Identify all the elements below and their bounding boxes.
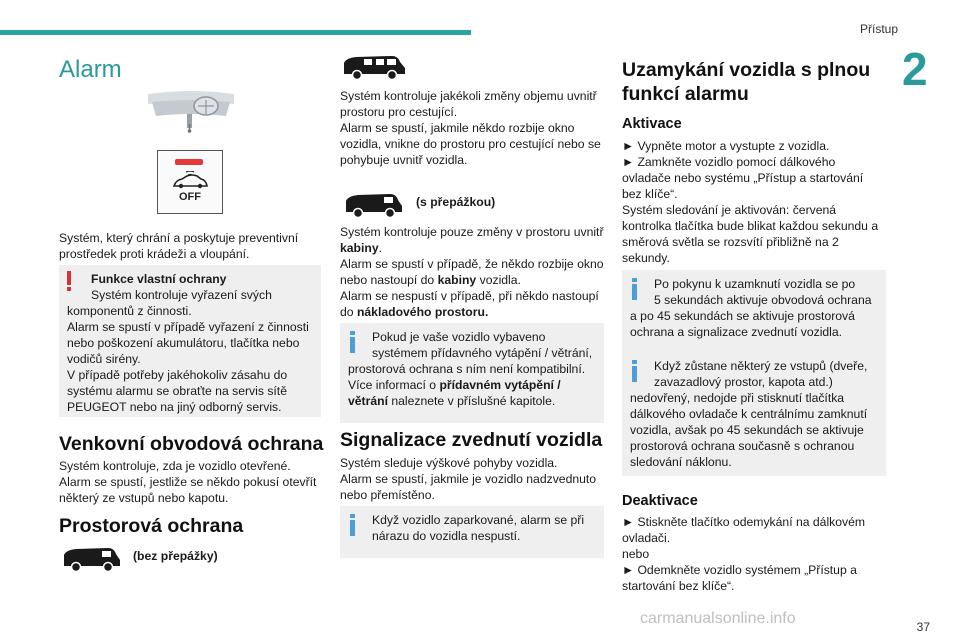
info-icon: [632, 278, 637, 300]
info3-text: a po 45 sekundách se aktivuje prostorová ochrana a signalizace zvednutí vozidla.: [630, 309, 855, 339]
tilt-heading: Signalizace zvednutí vozidla: [340, 429, 603, 451]
info1-bold-2: větrání: [348, 394, 388, 408]
alarm-off-button: [157, 150, 223, 214]
deactivation-text: ► Stiskněte tlačítko odemykání na dálkovém ovladači. nebo ► Odemkněte vozidlo systémem „Přístup a startování bez klíče“.: [622, 515, 866, 593]
period: .: [378, 241, 383, 255]
info3-line1: Po pokynu k uzamknutí vozidla se po: [654, 277, 856, 291]
partition-p2: Alarm se spustí v případě, že někdo rozbije okno nebo nastoupí do: [340, 257, 604, 287]
info1-line1: Pokud je vaše vozidlo vybaveno: [372, 330, 546, 344]
section-title: Přístup: [859, 22, 898, 36]
full-alarm-heading: Uzamykání vozidla s plnou funkcí alarmu: [622, 59, 871, 105]
partition-p2-end: vozidla.: [476, 273, 521, 287]
info1-line4: Více informací o: [348, 378, 440, 392]
info1-bold: přídavném vytápění /: [439, 378, 561, 392]
self-protection-warning: [59, 265, 321, 417]
van-with-partition-icon: [342, 54, 408, 82]
cabin-bold-2: kabiny: [437, 273, 477, 287]
info-icon: [350, 331, 355, 353]
info2-line2: nárazu do vozidla nespustí.: [372, 529, 521, 543]
volumetric-text: Systém kontroluje jakékoli změny objemu uvnitř prostoru pro cestující. Alarm se spustí, jakmile někdo rozbije okno vozidla, vnikne do prostoru pro cestující nebo se pohybuje uvnitř vozidla.: [340, 89, 601, 167]
chapter-number: 2: [902, 43, 928, 95]
page-number: 37: [916, 620, 930, 634]
warning-text: komponentů z činnosti. Alarm se spustí v případě vyřazení z činnosti nebo poškození akumulátoru, tlačítka nebo vodičů sirény. V případě potřeby jakéhokoliv zásahu do systému alarmu se obraťte na servis sítě PEUGEOT nebo na jiný odborný servis.: [67, 304, 309, 414]
warning-icon: [67, 271, 72, 293]
van-icon: [62, 546, 122, 574]
activation-heading: Aktivace: [622, 116, 682, 132]
open-door-info-box: [622, 352, 886, 476]
partition-p1: Systém kontroluje pouze změny v prostoru uvnitř: [340, 225, 604, 239]
header-accent-bar: [0, 30, 471, 35]
car-alarm-icon: [170, 171, 210, 191]
red-indicator-light: [175, 159, 203, 165]
info-icon: [350, 514, 355, 536]
alarm-intro: Systém, který chrání a poskytuje preventivní prostředek proti krádeži a vloupání.: [59, 231, 299, 261]
info4-text: nedovřený, nedojde při stisknutí tlačítka dálkového ovladače k centrálnímu zamknutí vozidla, avšak po 45 sekundách se aktivuje prostorová ochrana současně s ochranou sledování náklonu.: [630, 391, 868, 469]
timing-info-box: [622, 270, 886, 354]
with-partition-label: (s přepážkou): [416, 195, 496, 209]
van-partition-icon: [344, 192, 404, 220]
alarm-title: Alarm: [59, 56, 122, 83]
warning-title: Funkce vlastní ochrany: [91, 272, 227, 286]
info4-line2: zavazadlový prostor, kapota atd.): [654, 375, 833, 389]
warning-line1: Systém kontroluje vyřazení svých: [91, 288, 272, 302]
tilt-text: Systém sleduje výškové pohyby vozidla. Alarm se spustí, jakmile je vozidlo nadzvednuto nebo přemístěno.: [340, 456, 597, 502]
info1-line5: naleznete v příslušné kapitole.: [387, 394, 556, 408]
partition-p3: Alarm se nespustí v případě, při někdo nastoupí do: [340, 289, 599, 319]
no-partition-label: (bez přepážky): [133, 549, 218, 563]
exterior-protection-heading: Venkovní obvodová ochrana: [59, 433, 324, 455]
partition-text: [340, 224, 604, 320]
parking-info-box: [340, 506, 604, 558]
off-label: OFF: [179, 191, 201, 203]
cargo-bold: nákladového prostoru.: [356, 305, 489, 319]
exterior-protection-text: Systém kontroluje, zda je vozidlo otevřené. Alarm se spustí, jestliže se někdo pokusí otevřít některý ze vstupů nebo kapotu.: [59, 459, 317, 505]
info-icon: [632, 360, 637, 382]
info3-line2: 5 sekundách aktivuje obvodová ochrana: [654, 293, 872, 307]
info1-line2: systémem přídavného vytápění / větrání,: [372, 346, 593, 360]
heater-info-box: [340, 323, 604, 423]
activation-text: ► Vypněte motor a vystupte z vozidla. ► Zamkněte vozidlo pomocí dálkového ovladače nebo systému „Přístup a startování bez klíče“. Systém sledování je aktivován: červená kontrolka tlačítka bude blikat každou sekundu a směrová světla se rozsvítí přibližně na 2 sekundy.: [622, 139, 879, 265]
ceiling-sensor-illustration: [146, 88, 236, 136]
info2-line1: Když vozidlo zaparkované, alarm se při: [372, 513, 585, 527]
info1-line3: prostorová ochrana s ním není kompatibilní.: [348, 362, 586, 376]
volumetric-protection-heading: Prostorová ochrana: [59, 515, 244, 537]
info4-line1: Když zůstane některý ze vstupů (dveře,: [654, 359, 868, 373]
cabin-bold: kabiny: [340, 241, 379, 255]
watermark: carmanualsonline.info: [640, 610, 796, 627]
deactivation-heading: Deaktivace: [622, 493, 698, 509]
